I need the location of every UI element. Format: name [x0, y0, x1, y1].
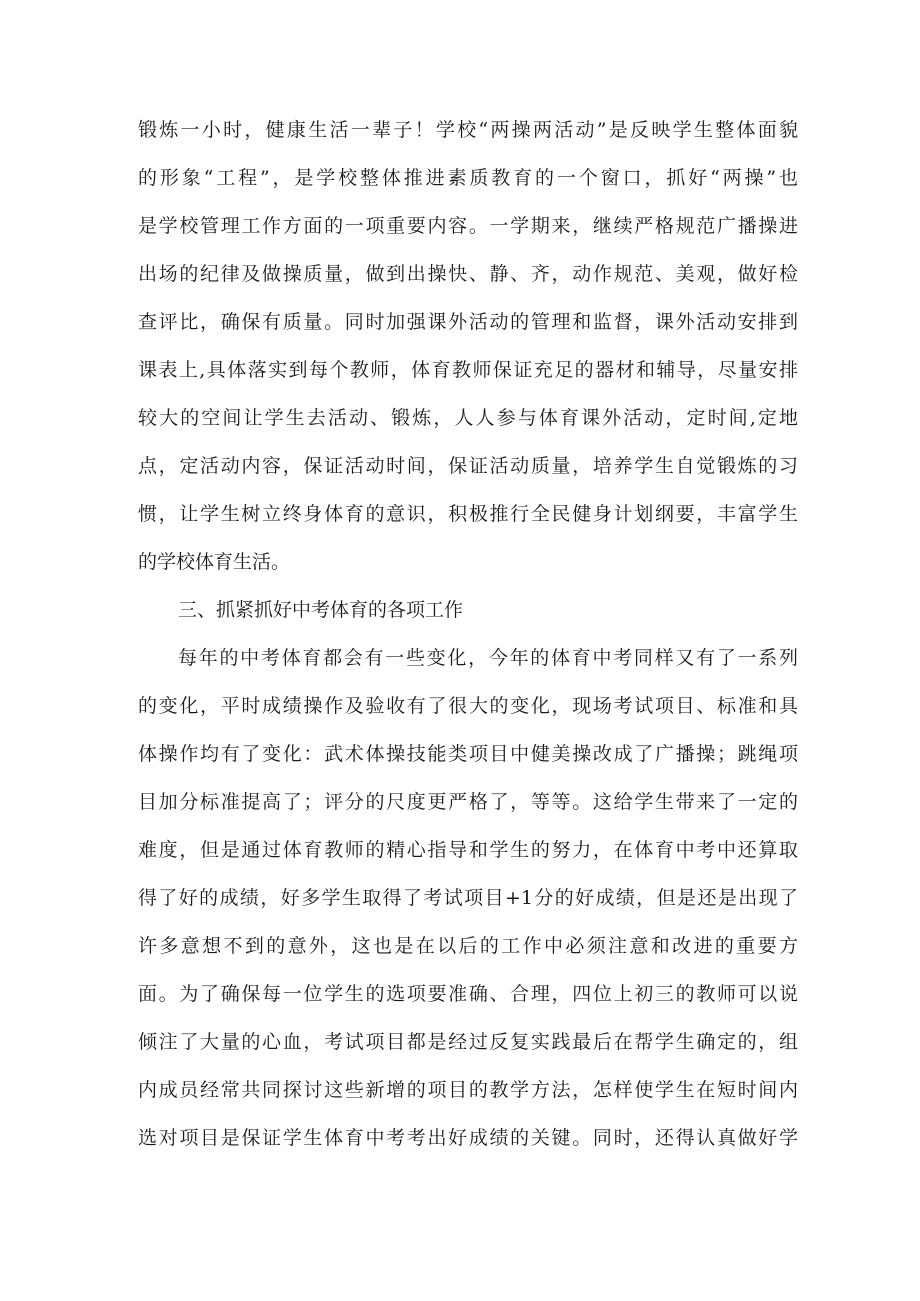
paragraph-1-line: 的学校体育生活。 — [138, 551, 291, 573]
paragraph-2-line: 每年的中考体育都会有一些变化，今年的体育中考同样又有了一系列 — [178, 647, 798, 669]
paragraph-2-line: 面。为了确保每一位学生的选项要准确、合理，四位上初三的教师可以说 — [138, 983, 798, 1005]
paragraph-1-line: 出场的纪律及做操质量，做到出操快、静、齐，动作规范、美观，做好检 — [138, 263, 798, 285]
paragraph-1-line: 是学校管理工作方面的一项重要内容。一学期来，继续严格规范广播操进 — [138, 215, 798, 237]
paragraph-1-line: 查评比，确保有质量。同时加强课外活动的管理和监督，课外活动安排到 — [138, 311, 798, 333]
paragraph-1-line: 的形象“工程”，是学校整体推进素质教育的一个窗口，抓好“两操”也 — [138, 167, 798, 189]
section-heading: 三、抓紧抓好中考体育的各项工作 — [178, 599, 464, 621]
paragraph-1-line: 课表上,具体落实到每个教师，体育教师保证充足的器材和辅导，尽量安排 — [138, 359, 798, 381]
paragraph-2-line: 难度，但是通过体育教师的精心指导和学生的努力，在体育中考中还算取 — [138, 839, 798, 861]
paragraph-2-line: 的变化，平时成绩操作及验收有了很大的变化，现场考试项目、标准和具 — [138, 695, 798, 717]
paragraph-2-line: 目加分标准提高了；评分的尺度更严格了，等等。这给学生带来了一定的 — [138, 791, 798, 813]
paragraph-2-line: 许多意想不到的意外，这也是在以后的工作中必须注意和改进的重要方 — [138, 935, 798, 957]
paragraph-2-line: 体操作均有了变化：武术体操技能类项目中健美操改成了广播操；跳绳项 — [138, 743, 798, 765]
paragraph-1-line: 惯，让学生树立终身体育的意识，积极推行全民健身计划纲要，丰富学生 — [138, 503, 798, 525]
paragraph-2-line: 倾注了大量的心血，考试项目都是经过反复实践最后在帮学生确定的，组 — [138, 1031, 798, 1053]
paragraph-2-line: 内成员经常共同探讨这些新增的项目的教学方法，怎样使学生在短时间内 — [138, 1079, 798, 1101]
paragraph-2-line: 得了好的成绩，好多学生取得了考试项目+1分的好成绩，但是还是出现了 — [138, 887, 798, 909]
paragraph-1-line: 点，定活动内容，保证活动时间，保证活动质量，培养学生自觉锻炼的习 — [138, 455, 798, 477]
paragraph-1-line: 较大的空间让学生去活动、锻炼，人人参与体育课外活动，定时间,定地 — [138, 407, 798, 429]
paragraph-1-line: 锻炼一小时，健康生活一辈子！学校“两操两活动”是反映学生整体面貌 — [138, 119, 798, 141]
paragraph-2-line: 选对项目是保证学生体育中考考出好成绩的关键。同时，还得认真做好学 — [138, 1127, 798, 1149]
